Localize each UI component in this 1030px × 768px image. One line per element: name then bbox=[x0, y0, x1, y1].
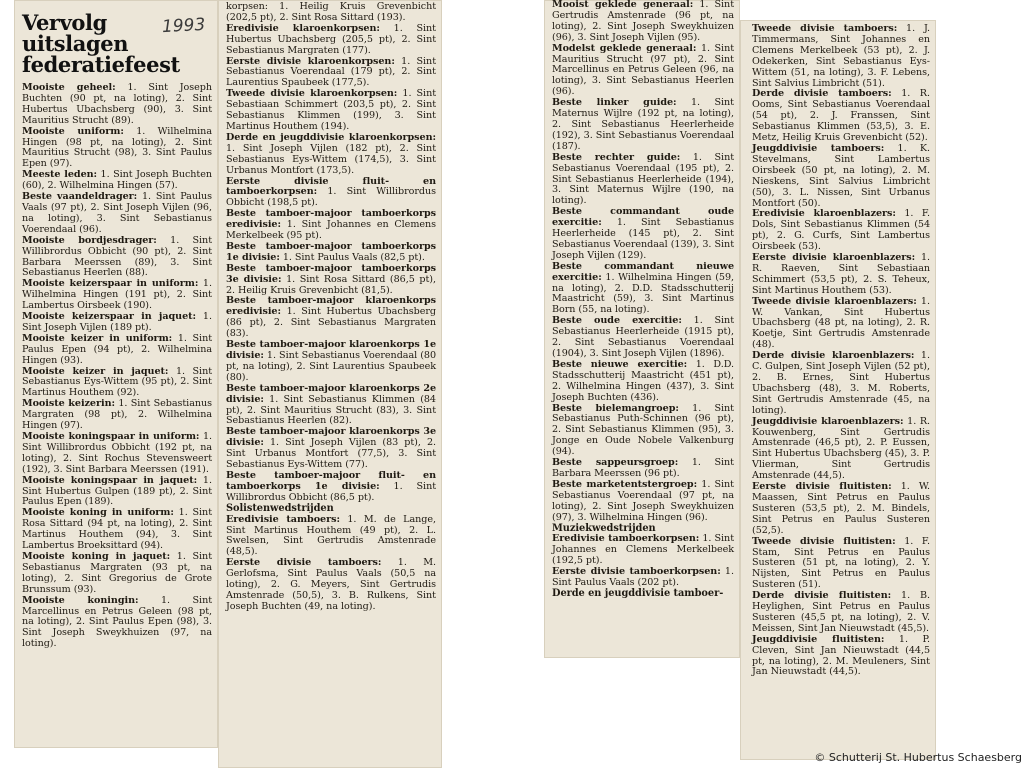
category-heading: Beste vaandeldrager: bbox=[22, 191, 138, 203]
result-entry bbox=[22, 334, 212, 367]
result-entry bbox=[552, 98, 734, 153]
category-heading: Eerste divisie tamboers: bbox=[226, 557, 382, 569]
result-entry bbox=[226, 133, 436, 177]
category-heading: Modelst geklede generaal: bbox=[552, 42, 697, 54]
category-results: 1. Sint Joseph Buchten (60), 2. Wilhelmina Hingen (57). bbox=[22, 169, 212, 192]
category-results: 1. Sint Johannes en Clemens Merkelbeek (192,5 pt). bbox=[552, 533, 734, 567]
result-entry bbox=[226, 177, 436, 210]
category-results: 1. F. Stam, Sint Petrus en Paulus Susteren (51 pt, na loting), 2. Y. Nijsten, Sint Petrus en Paulus Susteren (51). bbox=[752, 535, 930, 591]
category-results: 1. R. Kouwenberg, Sint Gertrudis Amstenrade (46,5 pt), 2. P. Eussen, Sint Hubertus Ubachsberg (45), 3. P. Vlierman, Sint Gertrudis Amstenrade (44,5). bbox=[752, 415, 930, 482]
category-heading: Beste tamboer-majoor tamboerkorps eredivisie: bbox=[226, 208, 436, 231]
category-heading: Tweede divisie klaroenblazers: bbox=[752, 295, 917, 307]
result-entry bbox=[552, 589, 734, 600]
category-heading: Derde divisie fluitisten: bbox=[752, 590, 892, 602]
category-results: 1. D.D. Stadsschutterij Maastricht (451 pt), 2. Wilhelmina Hingen (437), 3. Sint Joseph Buchten (436). bbox=[552, 358, 734, 403]
category-results: 1. Sint Joseph Vijlen (182 pt), 2. Sint Sebastianus Eys-Wittem (174,5), 3. Sint Urbanus Montfort (173,5). bbox=[226, 142, 436, 176]
result-entry bbox=[22, 236, 212, 280]
category-results: 1. Sint Marcellinus en Petrus Geleen (98 pt, na loting), 2. Sint Paulus Epen (98), 3. Sint Joseph Sweykhuizen (97, na loting). bbox=[22, 594, 213, 650]
category-results: 1. Sint Sebastianus Margraten (93 pt, na loting), 2. Sint Gregorius de Grote Brunssum (93). bbox=[22, 550, 212, 595]
result-entry bbox=[226, 57, 436, 90]
category-results: 1. Sint Sebastianus Voerendaal (80 pt, na loting), 2. Sint Laurentius Spaubeek (80). bbox=[226, 350, 436, 383]
category-results: 1. Wilhelmina Hingen (98 pt, na loting), 2. Sint Mauritius Strucht (98), 3. Sint Paulus Epen (97). bbox=[22, 125, 212, 170]
category-results: 1. Sint Mauritius Strucht (97 pt), 2. Sint Marcellinus en Petrus Geleen (96, na loting), 3. Sint Sebastianus Heerlen (96). bbox=[552, 42, 735, 98]
category-results: 1. Sint Sebastianus Voerendaal (195 pt), 2. Sint Sebastianus Heerlerheide (194), 3. Sint Maternus Wijlre (190, na loting). bbox=[552, 151, 735, 207]
category-results: 1. Sint Maternus Wijlre (192 pt, na loting), 2. Sint Sebastianus Heerlerheide (192), 3. Sint Sebastianus Voerendaal (187). bbox=[552, 97, 734, 152]
category-results: 1. Sint Joseph Vijlen (189 pt). bbox=[22, 311, 212, 333]
category-results: 1. Sint Sebastianus Voerendaal (179 pt), 2. Sint Laurentius Spaubeek (177,5). bbox=[226, 55, 436, 89]
category-heading: Mooiste koning in jaquet: bbox=[22, 550, 171, 562]
category-results: 1. Sint Hubertus Gulpen (189 pt), 2. Sint Paulus Epen (189). bbox=[22, 474, 212, 508]
result-entry bbox=[552, 44, 734, 99]
result-entry bbox=[22, 170, 212, 192]
category-results: 1. Sint Johannes en Clemens Merkelbeek (95 pt). bbox=[226, 219, 436, 242]
category-results: 1. Sint Willibrordus Obbicht (192 pt, na loting), 2. Sint Rochus Stevensweert (192), 3. Sint Barbara Meerssen (191). bbox=[22, 431, 212, 475]
clipping-column-1 bbox=[14, 0, 218, 748]
category-results: 1. Sint Gertrudis Amstenrade (96 pt, na loting), 2. Sint Joseph Sweykhuizen (96), 3. Sint Joseph Vijlen (95). bbox=[552, 0, 734, 43]
category-heading: Mooiste koningspaar in jaquet: bbox=[22, 474, 198, 486]
category-results: 1. J. Timmermans, Sint Johannes en Clemens Merkelbeek (53 pt), 2. J. Odekerken, Sint Sebastianus Eys-Wittem (51, na loting), 3. F. Lebens, Sint Salvius Limbricht (51). bbox=[752, 23, 930, 89]
result-entry bbox=[552, 534, 734, 567]
category-heading: Beste marketentstergroep: bbox=[552, 478, 698, 490]
clipping-column-2 bbox=[218, 0, 442, 768]
category-heading: Beste tamboer-majoor klaroenkorps 1e divisie: bbox=[226, 339, 436, 361]
result-entry bbox=[22, 279, 212, 312]
category-results: 1. Wilhelmina Hingen (59, na loting), 2. D.D. Stadsschutterij Maastricht (59), 3. Sint Martinus Born (55, na loting). bbox=[552, 271, 734, 316]
category-heading: Mooiste bordjesdrager: bbox=[22, 234, 157, 246]
category-heading: Derde en jeugddivisie tamboer- bbox=[552, 587, 724, 599]
result-entry bbox=[226, 558, 436, 613]
category-results: 1. Sint Hubertus Ubachsberg (205,5 pt), 2. Sint Sebastianus Margraten (177). bbox=[226, 22, 436, 56]
result-entry bbox=[752, 297, 930, 352]
result-entry bbox=[752, 89, 930, 144]
result-entry bbox=[552, 480, 734, 524]
result-entry bbox=[552, 404, 734, 459]
category-heading: Eerste divisie tamboerkorpsen: bbox=[552, 566, 721, 578]
category-heading: Beste tamboer-majoor klaroenkorps 3e divisie: bbox=[226, 426, 436, 449]
category-heading: Mooiste koning in uniform: bbox=[22, 507, 174, 519]
result-entry bbox=[226, 89, 436, 133]
category-results: 1. Sint Sebastianus Heerlerheide (145 pt), 2. Sint Sebastianus Voerendaal (139), 3. Sint Joseph Vijlen (129). bbox=[552, 217, 734, 261]
category-results: 1. Sint Sebastianus Margraten (98 pt), 2. Wilhelmina Hingen (97). bbox=[22, 398, 213, 432]
results-column-4 bbox=[752, 24, 930, 678]
result-entry bbox=[552, 262, 734, 317]
category-heading: Beste tamboer-majoor fluit- en tamboerkorps 1e divisie: bbox=[226, 469, 436, 492]
category-heading: Mooiste uniform: bbox=[22, 125, 124, 137]
category-results: 1. C. Gulpen, Sint Joseph Vijlen (52 pt), 2. B. Ernes, Sint Hubertus Ubachsberg (48), 3. M. Roberts, Sint Gertrudis Amstenrade (45, na loting). bbox=[752, 350, 930, 416]
result-entry bbox=[552, 153, 734, 208]
result-entry bbox=[226, 340, 436, 384]
category-heading: Mooiste keizerspaar in jaquet: bbox=[22, 311, 196, 323]
category-heading: Eredivisie klaroenkorpsen: bbox=[226, 22, 380, 34]
category-results: 1. W. Maassen, Sint Petrus en Paulus Susteren (53,5 pt), 2. M. Bindels, Sint Petrus en Paulus Susteren (52,5). bbox=[752, 481, 930, 536]
category-heading: Beste tamboer-majoor klaroenkorps 2e divisie: bbox=[226, 382, 436, 405]
category-heading: Eredivisie tamboerkorpsen: bbox=[552, 533, 700, 545]
category-results: 1. Sint Sebastianus Eys-Wittem (95 pt), 2. Sint Martinus Houthem (92). bbox=[22, 365, 212, 399]
result-entry bbox=[22, 432, 212, 476]
category-results: 1. Sint Joseph Buchten (90 pt, na loting), 2. Sint Hubertus Ubachsberg (90), 3. Sint Mauritius Strucht (89). bbox=[22, 82, 212, 126]
category-heading: Tweede divisie klaroenkorpsen: bbox=[226, 88, 398, 100]
result-entry bbox=[552, 360, 734, 404]
category-heading: Beste linker guide: bbox=[552, 97, 677, 109]
category-results: 1. Sint Sebastianus Heerlerheide (1915 pt), 2. Sint Sebastianus Voerendaal (1904), 3. Sint Joseph Vijlen (1896). bbox=[552, 315, 734, 359]
result-entry bbox=[552, 316, 734, 360]
category-heading: Solistenwedstrijden bbox=[226, 502, 334, 514]
results-column-1 bbox=[22, 83, 212, 650]
category-results: 1. F. Dols, Sint Sebastianus Klimmen (54 pt), 2. G. Curfs, Sint Lambertus Oirsbeek (53). bbox=[752, 208, 930, 253]
category-results: 1. Sint Sebastianus Voerendaal (97 pt, na loting), 2. Sint Joseph Sweykhuizen (97), 3. Wilhelmina Hingen (96). bbox=[552, 478, 734, 523]
category-results: 1. Sint Rosa Sittard (94 pt, na loting), 2. Sint Martinus Houthem (94), 3. Sint Lambertus Broeksittard (94). bbox=[22, 507, 212, 552]
category-results: 1. M. Gerlofsma, Sint Paulus Vaals (50,5 na loting), 2. G. Meyers, Sint Gertrudis Amstenrade (50,5), 3. B. Rulkens, Sint Joseph Buchten (49, na loting). bbox=[226, 557, 436, 612]
result-entry bbox=[752, 635, 930, 679]
category-heading: Eerste divisie fluit- en tamboerkorpsen: bbox=[226, 175, 436, 198]
category-heading: Beste nieuwe exercitie: bbox=[552, 358, 688, 370]
result-entry bbox=[752, 253, 930, 297]
result-entry bbox=[226, 242, 436, 264]
category-heading: Meeste leden: bbox=[22, 169, 98, 181]
category-heading: Eerste divisie fluitisten: bbox=[752, 481, 892, 493]
category-heading: Mooiste keizerin: bbox=[22, 398, 116, 410]
category-heading: Derde en jeugddivisie klaroenkorpsen: bbox=[226, 131, 436, 143]
category-results: 1. Sint Paulus Vaals (82,5 pt). bbox=[279, 251, 425, 263]
category-results: 1. W. Vankan, Sint Hubertus Ubachsberg (48 pt, na loting), 2. R. Koetje, Sint Gertrudis Amstenrade (48). bbox=[752, 295, 930, 351]
category-heading: Mooiste geheel: bbox=[22, 82, 116, 93]
results-column-3 bbox=[552, 0, 734, 600]
result-entry bbox=[22, 476, 212, 509]
photo-credit: © Schutterij St. Hubertus Schaesberg bbox=[814, 751, 1022, 764]
category-results: 1. Sint Paulus Epen (94 pt), 2. Wilhelmina Hingen (93). bbox=[22, 332, 212, 366]
result-entry bbox=[752, 351, 930, 416]
category-heading: Derde divisie klaroenblazers: bbox=[752, 350, 915, 362]
result-entry bbox=[752, 417, 930, 482]
category-results: korpsen: 1. Heilig Kruis Grevenbicht (202,5 pt), 2. Sint Rosa Sittard (193). bbox=[226, 1, 436, 23]
category-heading: Jeugddivisie klaroenblazers: bbox=[752, 415, 904, 427]
result-entry bbox=[22, 596, 212, 651]
result-entry bbox=[752, 209, 930, 253]
category-results: 1. R. Ooms, Sint Sebastianus Voerendaal (54 pt), 2. J. Franssen, Sint Sebastianus Klimmen (53,5), 3. E. Metz, Heilig Kruis Grevenbicht (52). bbox=[752, 88, 930, 144]
category-heading: Beste bielemangroep: bbox=[552, 402, 679, 414]
category-results: 1. B. Heylighen, Sint Petrus en Paulus Susteren (45,5 pt, na loting), 2. V. Meissen, Sint Jan Nieuwstadt (45,5). bbox=[752, 590, 930, 634]
result-entry bbox=[552, 567, 734, 589]
result-entry bbox=[22, 508, 212, 552]
category-results: 1. Sint Joseph Vijlen (83 pt), 2. Sint Urbanus Montfort (77,5), 3. Sint Sebastianus Eys-Wittem (77). bbox=[226, 437, 436, 471]
category-heading: Mooiste keizer in uniform: bbox=[22, 332, 173, 344]
category-results: 1. Sint Willibrordus Obbicht (86,5 pt). bbox=[226, 480, 437, 503]
handwritten-year: 1993 bbox=[161, 14, 206, 38]
category-heading: Mooiste koningin: bbox=[22, 594, 139, 606]
category-heading: Tweede divisie tamboers: bbox=[752, 23, 898, 34]
result-entry bbox=[226, 264, 436, 297]
category-heading: Muziekwedstrijden bbox=[552, 522, 656, 534]
category-results: 1. Sint Willibrordus Obbicht (90 pt), 2. Sint Barbara Meerssen (89), 3. Sint Sebastianus Heerlen (88). bbox=[22, 234, 212, 279]
category-results: 1. Wilhelmina Hingen (191 pt), 2. Sint Lambertus Oirsbeek (190). bbox=[22, 278, 212, 312]
result-entry bbox=[226, 515, 436, 559]
result-entry bbox=[752, 482, 930, 537]
result-entry bbox=[22, 192, 212, 236]
result-entry bbox=[226, 209, 436, 242]
category-heading: Mooiste keizerspaar in uniform: bbox=[22, 278, 199, 290]
result-entry bbox=[226, 296, 436, 340]
result-entry bbox=[226, 427, 436, 471]
category-results: 1. Sint Paulus Vaals (97 pt), 2. Sint Joseph Vijlen (96, na loting), 3. Sint Sebastianus Voerendaal (96). bbox=[22, 191, 212, 235]
result-entry bbox=[552, 207, 734, 262]
category-results: 1. Sint Barbara Meerssen (96 pt). bbox=[552, 457, 734, 479]
category-heading: Eerste divisie klaroenkorpsen: bbox=[226, 55, 395, 67]
category-heading: Mooiste koningspaar in uniform: bbox=[22, 431, 200, 442]
category-results: 1. K. Stevelmans, Sint Lambertus Oirsbeek (50 pt, na loting), 2. M. Nieskens, Sint Salvius Limbricht (50), 3. L. Nissen, Sint Urbanus Montfort (50). bbox=[752, 142, 930, 209]
category-results: 1. P. Cleven, Sint Jan Nieuwstadt (44,5 pt, na loting), 2. M. Meuleners, Sint Jan Nieuwstadt (44,5). bbox=[752, 633, 930, 678]
category-results: 1. Sint Willibrordus Obbicht (198,5 pt). bbox=[226, 186, 436, 209]
category-heading: Mooist geklede generaal: bbox=[552, 0, 694, 10]
article-title: Vervolg uitslagen federatiefeest bbox=[22, 10, 180, 77]
category-heading: Eerste divisie klaroenblazers: bbox=[752, 252, 916, 264]
results-column-2 bbox=[226, 2, 436, 613]
category-heading: Beste commandant nieuwe exercitie: bbox=[552, 260, 734, 283]
result-entry bbox=[22, 552, 212, 596]
result-entry bbox=[552, 458, 734, 480]
category-heading: Eredivisie tamboers: bbox=[226, 513, 340, 525]
result-entry bbox=[226, 384, 436, 428]
category-results: 1. M. de Lange, Sint Martinus Houthem (49 pt), 2. L. Swelsen, Sint Gertrudis Amstenrade (48,5). bbox=[226, 513, 436, 558]
result-entry bbox=[226, 24, 436, 57]
category-heading: Jeugddivisie tamboers: bbox=[752, 142, 885, 154]
result-entry bbox=[22, 399, 212, 432]
result-entry bbox=[552, 0, 734, 44]
result-entry bbox=[752, 24, 930, 89]
category-heading: Tweede divisie fluitisten: bbox=[752, 535, 896, 547]
category-heading: Mooiste keizer in jaquet: bbox=[22, 365, 169, 377]
category-heading: Beste tamboer-majoor tamboerkorps 3e divisie: bbox=[226, 262, 436, 285]
result-entry bbox=[752, 537, 930, 592]
category-heading: Beste tamboer-majoor tamboerkorps 1e divisie: bbox=[226, 240, 436, 263]
result-entry bbox=[22, 312, 212, 334]
category-heading: Beste tamboer-majoor klaroenkorps eredivisie: bbox=[226, 295, 436, 318]
category-results: 1. Sint Hubertus Ubachsberg (86 pt), 2. Sint Sebastianus Margraten (83). bbox=[226, 306, 436, 340]
category-heading: Derde divisie tamboers: bbox=[752, 88, 892, 100]
category-heading: Jeugddivisie fluitisten: bbox=[752, 633, 885, 645]
result-entry bbox=[22, 83, 212, 127]
category-results: 1. Sint Paulus Vaals (202 pt). bbox=[552, 566, 734, 589]
category-results: 1. Sint Sebastianus Klimmen (84 pt), 2. Sint Mauritius Strucht (83), 3. Sint Sebastianus Heerlen (82). bbox=[226, 393, 436, 427]
result-entry bbox=[752, 144, 930, 209]
result-entry bbox=[22, 127, 212, 171]
category-results: 1. Sint Sebastiaan Schimmert (203,5 pt), 2. Sint Sebastianus Klimmen (199), 3. Sint Martinus Houthem (194). bbox=[226, 88, 437, 132]
result-entry bbox=[226, 471, 436, 504]
category-results: 1. Sint Rosa Sittard (86,5 pt), 2. Heilig Kruis Grevenbicht (81,5). bbox=[226, 273, 436, 296]
category-heading: Eredivisie klaroenblazers: bbox=[752, 208, 896, 220]
category-heading: Beste commandant oude exercitie: bbox=[552, 206, 734, 229]
category-heading: Beste oude exercitie: bbox=[552, 315, 682, 327]
category-heading: Beste rechter guide: bbox=[552, 151, 681, 163]
result-entry bbox=[22, 367, 212, 400]
clipping-column-3 bbox=[544, 0, 740, 658]
clipping-column-4 bbox=[740, 20, 936, 760]
category-results: 1. R. Raeven, Sint Sebastiaan Schimmert (53,5 pt), 2. S. Teheux, Sint Martinus Houthem (53). bbox=[752, 252, 931, 296]
category-results: 1. Sint Sebastianus Puth-Schinnen (96 pt), 2. Sint Sebastianus Klimmen (95), 3. Jonge en Oude Nobele Valkenburg (94). bbox=[552, 402, 734, 458]
result-entry bbox=[752, 591, 930, 635]
result-entry bbox=[226, 2, 436, 24]
category-heading: Beste sappeursgroep: bbox=[552, 457, 679, 469]
